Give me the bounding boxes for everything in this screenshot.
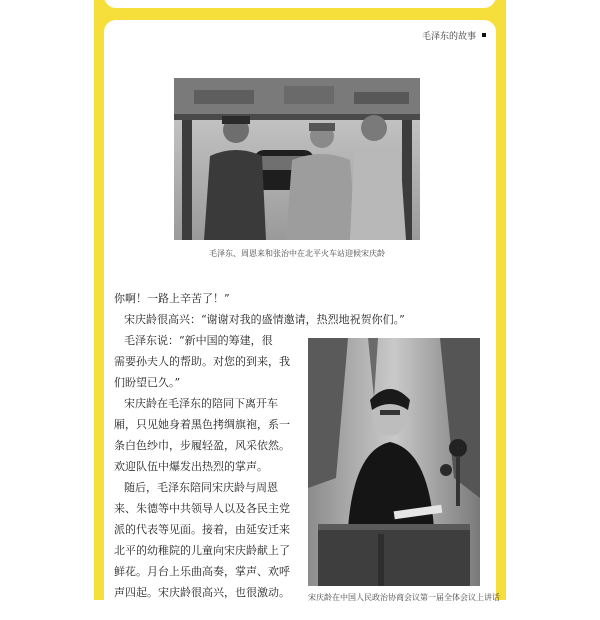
text-line: 来、朱德等中共领导人以及各民主党 bbox=[114, 502, 290, 515]
text-line: 北平的幼稚院的儿童向宋庆龄献上了 bbox=[114, 544, 290, 557]
podium-photo-caption: 宋庆龄在中国人民政治协商会议第一届全体会议上讲话 bbox=[308, 593, 500, 602]
running-header-title: 毛泽东的故事 bbox=[421, 31, 476, 42]
text-line: 厢，只见她身着黑色拷绸旗袍，系一 bbox=[114, 418, 290, 431]
text-line: 随后，毛泽东陪同宋庆龄与周恩 bbox=[124, 481, 278, 494]
text-line: 宋庆龄在毛泽东的陪同下离开车 bbox=[124, 397, 278, 410]
station-photo-caption: 毛泽东、周恩来和张治中在北平火车站迎候宋庆龄 bbox=[209, 249, 385, 258]
text-line: 宋庆龄很高兴：“谢谢对我的盛情邀请，热烈地祝贺你们。” bbox=[124, 313, 405, 326]
text-line: 派的代表等见面。接着，由延安迁来 bbox=[114, 523, 290, 536]
previous-page-strip bbox=[104, 0, 496, 8]
header-square-icon bbox=[482, 33, 486, 37]
text-line: 毛泽东说：“新中国的筹建，很 bbox=[124, 334, 273, 347]
running-header bbox=[422, 29, 486, 41]
text-line: 条白色纱巾，步履轻盈，风采依然。 bbox=[114, 439, 290, 452]
podium-photo bbox=[308, 338, 480, 586]
text-line: 你啊！一路上辛苦了！” bbox=[114, 292, 230, 305]
station-photo bbox=[174, 78, 420, 240]
text-line: 欢迎队伍中爆发出热烈的掌声。 bbox=[114, 460, 268, 473]
text-line: 鲜花。月台上乐曲高奏，掌声、欢呼 bbox=[114, 565, 290, 578]
text-line: 需要孙夫人的帮助。对您的到来，我 bbox=[114, 355, 290, 368]
book-page bbox=[104, 20, 500, 620]
text-line: 们盼望已久。” bbox=[114, 376, 181, 389]
text-line: 声四起。宋庆龄很高兴，也很激动。 bbox=[114, 586, 290, 599]
